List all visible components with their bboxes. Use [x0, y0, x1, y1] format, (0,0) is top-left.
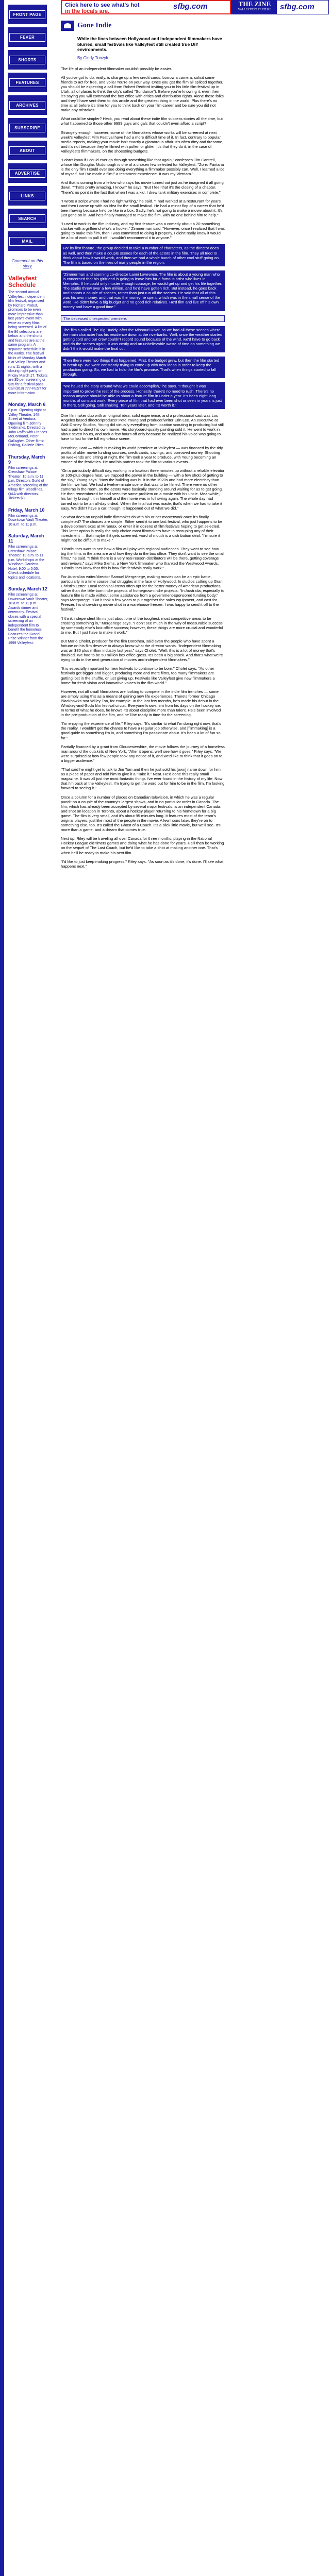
sidebar-intro: The second annual Valleyfest independent film festival, organized by Richard Probst, promises to be even more impressive than last year's event with twice as many films being screened. A list of the 86 selections are below, and the shorts and features are at the same program. A separate schedule is in the works. The festival kicks off Monday March 6 at Valley Theater and runs 11 nights, with a closing night party on Friday March 17. Tickets are $5 per screening or $35 for a festival pass. Call (818) 777-FEST for more information. [8, 291, 48, 395]
article-paragraph-highlight: The film's called The Big Buddy, after the Missouri River, so we had all these scenes where the main character has his residence down at the riverbanks. Well, once the weather started getting cold and our crew couldn't record sound because of the wind, we'd have to go back and do the scenes again. It was costly and an unbelievable waste of time on something we didn't think would make the final cut. [61, 326, 225, 352]
nav-label: ABOUT [9, 146, 45, 155]
schedule-date: Saturday, March 11 [8, 533, 44, 544]
schedule-text: Film screenings at Downtown Vault Theater, 10 a.m. to 11 p.m. Awards dinner and ceremony. Festival closes with a special screening of an independent film to benefit the homeless. Features the Grand Prize Winner from the 1999 Valleyfest. [8, 593, 48, 645]
nav-label: SUBSCRIBE [9, 124, 45, 132]
nav-links[interactable] [7, 185, 47, 206]
article-paragraph: Breathing Hard — which is making its world premiere at Valleyfest — was financed by the tidy profits of older movie funding sources, credit cards, savings, and borrowed money. Shooting on weekends and sitting at night, the film took a year to produce, with Young becoming an emcee of the festivities. He and his partner took the film to various events. [61, 445, 223, 464]
article-subhead: The deceased unexpected premiere. [61, 315, 225, 322]
top-banner [61, 0, 329, 14]
article-paragraph: Once a column for a number of places on Canadian television, in which he was a regular pundit on a couple of the country's largest shows, and in no particular order in Canada. The film, which has already been accepted by several major festivals, is an independent Canada, and shot on location in Toronto, about a hockey player returning to his hometown for a big game. The film is very small, and it's about 95 minutes long. It features most of the team's original players, just like most of the people in the movie. A few hours later, they're on to something else, too. It's called the Ghost of a Coach. It's a slick little movie, but we'll see. It's more than a game, and a dream that comes true. [61, 794, 222, 833]
article-paragraph: So what does an unpaid indie filmmaker do with his or her masterwork once it's finally completed? The choices are simple: Either send it to one last festival, who just happens to be a development exec at Miramax, or enter it in dozens of film festivals hoping to get selected. This latter option is really the only choice most filmmakers have in recouping any of their investment — that maybe if it gets screened, word of mouth is a distribution deal. "I'm sure it might not be difficult to make." [61, 514, 223, 543]
article-paragraph: But Mario Cholet, producer for the film Dorothea, said even the people who have spent a fortune on his film deserve to always know what the director wants. "Independent filmmaking was an $80 plus million industry last year," says Cholet. "Well, this is a lot of money that's doubled. We had to be 50 million box office gross. It's been a big shock. And that's what we're trying to do in the next generation of movies and independent filmmakers." [61, 638, 223, 663]
nav-label: SEARCH [9, 214, 45, 223]
schedule-text: 8 p.m. Opening night at Valley Theatre, 14th Street at Ventura. Opening film Johnny Skidmarks. Directed by John Raffo with Frances McDormand, Peter Gallagher. Other films: Fishing, Gallerie Rites. [8, 409, 47, 447]
nav-menu [4, 0, 51, 251]
schedule-text: Film screenings at Crenshaw Palace Theater, 10 a.m. to 11 p.m. Workshops at the Windham Gardens Hotel, 9:00 to 5:00. Check schedule for topics and locations. [8, 545, 44, 580]
sfbg-ad[interactable] [276, 0, 329, 14]
article-paragraph: Partially financed by a grant from Gloucestershire, the movie follows the journey of a homeless man around the outskirts of New York. "After it opens, we'll see how it goes," Riley says. "We were surprised at how few people took any notice of it, and we'd like to think that it goes on to a bigger audience." [61, 744, 225, 763]
nav-subscribe[interactable] [7, 117, 47, 138]
article-paragraph: "It is especially important for new festivals to continue to be born," Cholet says. "As other festivals get bigger and bigger, producing more and more films, too many filmmakers are getting lost in the shuffle, or just giving up. Festivals like Valleyfest give new filmmakers a home for fresh vision and innovative voices in the film world." [61, 666, 215, 685]
nav-label: ADVERTISE [9, 169, 45, 178]
zine-logo[interactable] [235, 0, 274, 14]
article-title: Gone Indie [77, 22, 112, 29]
nav-label: FEVER [9, 33, 45, 42]
article [61, 21, 225, 873]
left-color-band [0, 0, 4, 2576]
nav-about[interactable] [7, 140, 47, 161]
schedule-list [4, 402, 51, 646]
schedule-date: Friday, March 10 [8, 507, 45, 513]
nav-label: FEATURES [9, 78, 45, 87]
nav-fever[interactable] [7, 27, 47, 47]
zine-title: THE ZINE [238, 0, 271, 8]
nav-mail[interactable] [7, 231, 47, 251]
nav-search[interactable] [7, 208, 47, 229]
nav-shorts[interactable] [7, 49, 47, 70]
schedule-date: Monday, March 6 [8, 402, 46, 407]
article-paragraph: What could be simpler? Heck, you read about these indie film success stories all the time, but what happened to those other 9999 guys and gals that couldn't even afford a script? [61, 116, 223, 126]
article-paragraph: "I'd like to just keep making progress," Riley says. "As soon as it's done, it's done. I'll see what happens next." [61, 859, 224, 869]
schedule-item [4, 533, 51, 580]
nav-label: SHORTS [9, 56, 45, 64]
title-row [61, 21, 225, 31]
nav-features[interactable] [7, 72, 47, 93]
article-paragraph: The life of an independent filmmaker couldn't possibly be easier. [61, 66, 172, 71]
schedule-date: Sunday, March 12 [8, 586, 47, 591]
schedule-text: Film screenings at Crenshaw Palace Theater, 10 a.m. to 11 p.m. Directors Guild of America screening of the trilogy film Bloodlines. Q&A with directors. Tickets $8. [8, 466, 48, 500]
sidebar-heading: Valleyfest Schedule [8, 275, 37, 289]
ad-line-1: Click here to see what's hot [65, 2, 140, 8]
schedule-item [4, 454, 51, 501]
article-paragraph-highlight: Then there were two things that happened. First, the budget grew, but then the film started to break up. We were constantly trying to come up with new ideas in order to keep the production going. So, we had to hold the film's promise. That's when things started to fall through. [61, 357, 225, 378]
nav-front-page[interactable] [7, 4, 47, 25]
article-paragraph: "Distributors want to see how a film will play with regional audiences. They want to see how big the films in the area are and how they do in the box office. They don't want to see the small films," he said. "I think there is a very real reason distributors will be there, getting coverage and reviews," says Mike Siems, a New York filmmaker who thanked the Westwood Awards. "Distributors know that this is how film festivals really work." [61, 547, 225, 570]
article-paragraph: "I don't know if I could ever go through something like that again," confesses Tim Cantrell, whose film Douglas Mcdonough is one of a chosen few selected for Valleyfest. "Zorro Fantana is the only film I could ever see doing everything a filmmaker possibly can. Well, I learned a lot of myself, but I've made a film!" a testament experience. It was my Vietnam." [61, 158, 224, 177]
zine-subtitle: VALLEYFEST FEATURE [238, 8, 272, 11]
nav-label: MAIL [9, 237, 45, 246]
sfbg-logo: sfbg.com [280, 3, 314, 11]
nav-label: LINKS [9, 192, 45, 200]
zine-emblem-icon [61, 21, 74, 31]
article-paragraph: "I wrote a script where I had no right writing," he said. "I had worked at a restaurant for years and then I came up with an idea for the small festival. He had a minor flop of a career that he'd been having because he'd be like in a box. Sadly, he's not going to make a movie about it. It's just gone on in. And he's finally managed to make the film, with no one behind him to help." [61, 198, 224, 217]
article-paragraph: "I'm enjoying the experience of life," Riley says. "It's similar to what I'm doing right now, that's the reality. I wouldn't get the chance to have a regular job otherwise, and [filmmaking] is a good guide to something I'm in, and something I'm passionate about. It's been a lot of fun so far." [61, 721, 222, 740]
article-byline[interactable]: By Cindy Tunzyk [77, 55, 108, 60]
schedule-item [4, 402, 51, 448]
article-paragraph: "I used to work in the film industry, and my first feature was a comedy about a 20-something slacker with a girlfriend who's a hooker," Zimmerman said. "However, once I realized that I was going to make this film, then I was committed to doing it properly. I didn't really know it would be a lot of work to pull it off. I wouldn't recommend it to anyone." [61, 222, 225, 241]
article-paragraph: "I think independent film is just about one of the toughest, most competitive areas to be creating something in," Mergenege says. "I don't see much in the way of measurable success by somebody else's box office success; however, these things are more crucial and wonderful to me. But I just have to make it work." [61, 616, 223, 635]
schedule-date: Thursday, March 9 [8, 454, 45, 465]
article-paragraph: For Australian writer/director Samuel Mergenege, making movies can be an epic battle, particularly in a time course that struggles in the face of Hollywood. In studios cutting up Gran Christi's Letter. Local technical crews often opt for the better money of American productions, rather than the little-born indie projects of homegrown indie projects. "In Australia, especially to feature film is made without some assistance from a government-sponsored funding body," says Merganege. "But it took a few years to put together the sales equipment, and cast for Freezer, his shoe-string movie shot in a warehouse freezer. I was happy to send it off to the festival." [61, 574, 225, 612]
article-paragraph: All you've got to do, really, is charge up a few credit cards, borrow a camera, solicit some friends to act for free, and voila! You're on your way. Once you get the film all spliced together, you should be expecting a call from Robert Redford inviting you to his little film festival up in Utah, all of places to think the city's called "Sundance"). Before you're knowing it, even then it's saying you will command the box office with critics and distribution rights. Alone these folks and they'll have sent them to this article and the greatest thing in the world. Plus there's no time at all before it's time for you to think back on your film career and be sure you did not make any mistakes. [61, 75, 224, 113]
schedule-text: Film screenings at Downtown Vault Theater, 10 a.m. to 11 p.m. [8, 514, 48, 527]
nav-label: ARCHIVES [9, 101, 45, 110]
ad-logo: sfbg.com [173, 2, 208, 11]
article-paragraph: Next up, Riley will be traveling all over Canada for three months, playing in the National Hockey League old timers games and doing what he has done for years. He'll then be working on the sequel of The Last Coach, but he'd like to take a shot at making another one. That's when he'll be ready to make his next film. [61, 836, 224, 855]
nav-advertise[interactable] [7, 163, 47, 183]
article-paragraph-highlight: For its first feature, the group decided to take a number of characters, as the director does as well, and then make a couple scenes for each of the actors in the film. They all tried to think about how it would work, and then we had a whole bunch of other cool stuff going on. The film is based on the lives of many people in the region. [61, 244, 225, 266]
article-paragraph-highlight: "Zimmerman and stunning co-director Lanni Lawrence. The film is about a young man who is concerned that his girlfriend is going to leave him for a famous artist who lives in Memphis. If he could only muster enough courage, he would get up and get his life together. The studio threw over a few million, and he'd have gotten rich. But instead, he goes back and shoots a couple of scenes, rather than just run all the scenes. He said that all of this was his own money, and that was the money he spent, which was in the small sense of the word. He didn't have a big budget and no good rich relatives. He'd film and live off his own money and have a good time." [61, 270, 225, 311]
article-paragraph: One filmmaker duo with an original idea, solid experience, and a professional cast was Los Angeles based director/producer Pete Young and producer/writer Erin Lee. An executive at Walt Disney Studios, Young did virtually everything from location scouting to producing but still had a pair to direct his own movie. His storyboard-quality painting sold it. He went to work in about seven hours, and took a few hours off only because he realized his voice was going to have to last for the full eight-hour scene. [61, 413, 224, 442]
schedule-item [4, 507, 51, 528]
ad-banner[interactable] [61, 0, 231, 14]
sidebar [4, 0, 51, 2576]
article-paragraph-highlight: "We hauled the story around what we could accomplish," he says. "I thought it was important to prove the rest of the process. Honestly, there's no need to rush. There's no reason anyone should be able to shoot a feature film in under a year. It's been eight long months of constant work. Every piece of film that had ever been shot or seen in years is just in there. Still going. Still shaking. Ten years later, and it's worth it." [61, 382, 225, 409]
article-deck: While the lines between Hollywood and independent filmmakers have blurred, small festivals like Valleyfest still created true DIY environments. [77, 36, 222, 52]
article-paragraph: And that is coming from a fellow who says his movie turned out just as he imagined it all going down. "That's pretty amazing, I know," he says. "But I feel that it's the closing of a chapter. There's no point in the fact that when I was a kid, I drew tank military exercises in complete." [61, 180, 224, 195]
ad-line-2: in the locals are. [65, 8, 110, 14]
article-paragraph: "That said he might get to talk to Jim Tom and then he just sold his [own] name down for him as a piece of paper and told him to give it a "Take it." Neat. He'd done this really small magazine. It was all just the most fantastic things I've ever found in the history of my life. Now that I'm back at the Valleyfest, I'm trying to get the word out for him to be in the film. I'm looking forward to seeing it." [61, 767, 225, 791]
comment-link[interactable]: Comment on this story [11, 259, 43, 268]
article-paragraph: However, not all small filmmakers are looking to compete in the indie film trenches — some are simply using this as a means of gaining new life experiences. There's former Chicago Blackhawks star Willey Ton, for example. In the last few months, he's made his debut in the Whiskey-and-Soda film festival circuit. Everyone knows him from his days on the hockey ice. In terms of what he does, he knows it's about discipline more than talent. He's been involved in the pre-production of the film, and he'll be ready in time for the screening. [61, 689, 221, 718]
schedule-item [4, 586, 51, 646]
nav-label: FRONT PAGE [9, 10, 45, 19]
article-paragraph: "On a particularly difficult day, working in a location three minutes up without a reliable elevator or 100-plus degree heat, we trapped the power in the building — with a few shots of getting to the sky," Young says. "Now the building was built in the 1920s and had more electricity than the film we had. We had a twelve-minute scene that was to be filmed. There were no other cameras in the room, so the actors were basically standing around waiting for us to get going. He then remembered he had seen the same problem on a movie with his uncle. Meanwhile, his family brought it in himself and the movie was in full swing again. The whole day had turned out to be an all-day ordeal. When the final cut was made, that's when we had to take it easy. We didn't have a car, though. It happened out of what we did." [61, 468, 225, 511]
article-paragraph: Strangely enough, however, some of the filmmakers whose works will be screened at next week's Valleyfest Film Festival have had a more difficult time of it. In fact, contrary to popular media reports, making your movie isn't exactly a glamorous affair. It's often dirty and tiresome, and it's not because they're filmed with pollen or glitter. It's that they do it, in the case of Valleyfest's filmmakers, on the shoestring budgets. [61, 130, 224, 154]
nav-archives[interactable] [7, 95, 47, 115]
